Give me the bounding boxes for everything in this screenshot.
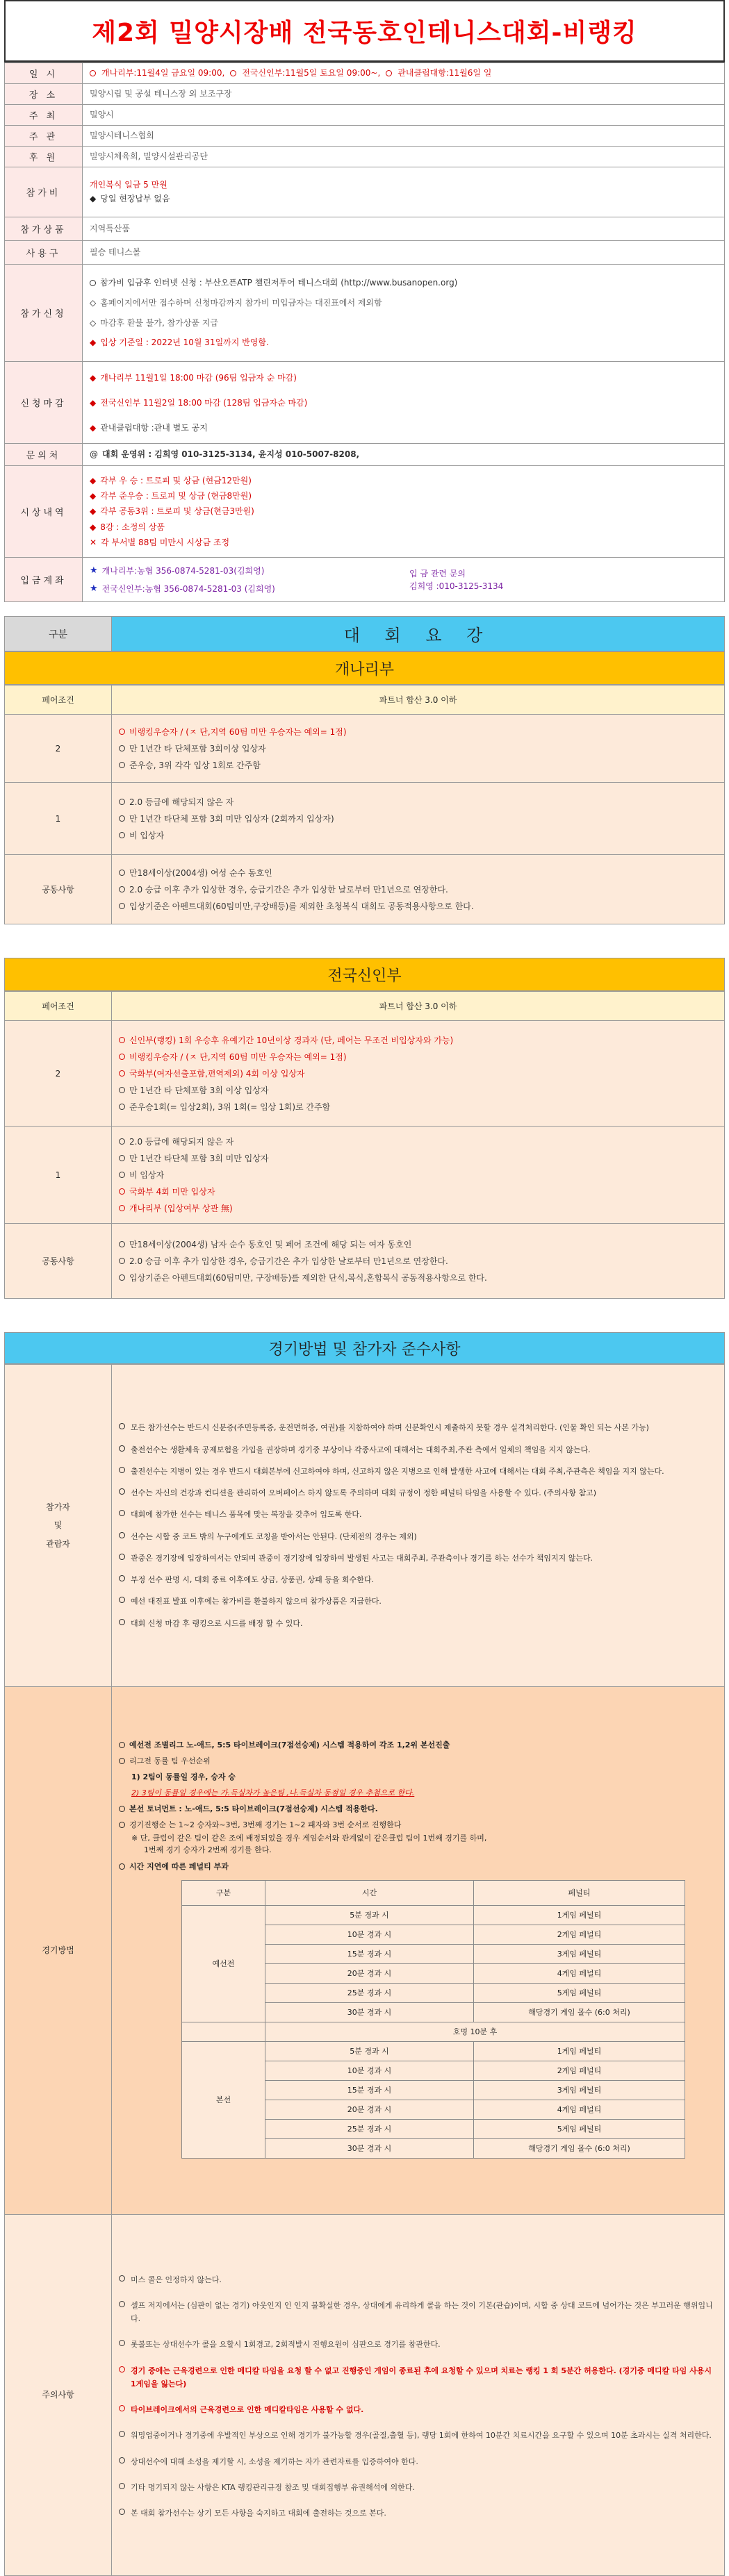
method-label: 경기방법 [5,1687,112,2215]
note-item: 롯볼또는 상대선수가 콜을 요할시 1회경고, 2회적발시 진행요원이 심판으로 경기를 참관한다. [131,2340,441,2350]
circle-icon [119,2275,125,2282]
row-account [5,558,725,602]
division2-condition: 만18세이상(2004생) 남자 순수 동호인 및 페어 조건에 해당 되는 여자 동호인 [129,1239,412,1249]
label-organizer: 주 관 [5,126,83,147]
division1-condition: 만 1년간 타 단체포함 3회이상 입상자 [129,743,266,754]
row-prize-item [5,217,725,241]
circle-icon [119,1758,125,1764]
notes-label: 주의사항 [5,2215,112,2576]
participant-rule: 관중은 경기장에 입장하여서는 안되며 관중이 경기장에 입장하여 발생된 사고는 대회주최, 주관측이나 경기를 하는 선수가 책임지지 않는다. [131,1553,593,1563]
label-ball: 사용구 [5,241,83,265]
label-date: 일 시 [5,63,83,84]
fee-line2: 당일 현장납부 없음 [100,193,170,203]
sponsor-text: 밀양시체육회, 밀양시설관리공단 [83,147,725,167]
circle-icon [119,1488,125,1495]
division2-condition: 개나리부 (입상여부 상관 無) [129,1203,233,1213]
note-item: 기타 명기되지 않는 사항은 KTA 랭킹관리규정 참조 및 대회집행부 유권해석에 의한다. [131,2482,415,2492]
ball-text: 필승 테니스볼 [83,241,725,265]
participant-rule: 선수는 시합 중 코트 밖의 누구에게도 코칭을 받아서는 안된다. (단체전의 경우는 제외) [131,1531,417,1541]
date-part2: 전국신인부:11월5일 토요일 09:00~, [242,67,381,78]
diamond-icon: ◆ [90,522,97,532]
division1-condition: 만 1년간 타단체 포함 3회 미만 입상자 (2회까지 입상자) [129,813,334,824]
penalty-value: 2게임 페널티 [474,2061,685,2081]
participants-label2: 및 [54,1520,63,1531]
circle-icon [119,1172,125,1178]
host-text: 밀양시 [83,105,725,126]
application-line3: 마감후 환불 불가, 참가상품 지급 [100,317,219,328]
participant-rule: 대회에 참가한 선수는 테니스 품목에 맞는 복장을 갖추어 입도록 한다. [131,1510,362,1520]
circle-icon [119,2405,125,2411]
diamond-icon: ◆ [90,397,97,408]
application-line4: 입상 기준일 : 2022년 10월 31일까지 반영함. [100,338,269,348]
division1-condition: 준우승, 3위 각각 입상 1회로 간주함 [129,760,261,770]
date-part3: 관내클럽대항:11월6일 일 [398,67,492,78]
account-line1: 개나리부:농협 356-0874-5281-03(김희영) [101,565,265,576]
division2-condition: 비 입상자 [129,1170,165,1180]
diamond-icon: ◆ [90,476,97,486]
diamond-icon: ◇ [90,317,97,328]
division2-condition: 국화부 4회 미만 입상자 [129,1186,215,1197]
circle-icon [119,903,125,909]
row-contact [5,444,725,466]
row-ball [5,241,725,265]
row-awards [5,466,725,558]
method-line9: 시간 지연에 따른 페널티 부과 [129,1862,229,1872]
penalty-value: 해당경기 게임 몰수 (6:0 처리) [474,2003,685,2022]
division1-row-label: 공동사항 [5,855,112,924]
division2-head-value: 파트너 합산 3.0 이하 [112,992,725,1021]
circle-icon [119,1742,125,1748]
division2-condition: 입상기준은 아펜트대회(60팀미만, 구장배등)를 제외한 단식,복식,혼합복식 공동적용사항으로 한다. [129,1272,487,1283]
circle-icon [119,1138,125,1145]
penalty-time: 25분 경과 시 [265,2120,474,2139]
method-line3: 1) 2팀이 동률일 경우, 승자 승 [131,1772,236,1781]
circle-icon [90,70,96,76]
participant-rule: 예선 대진표 발표 이후에는 참가비를 환불하지 않으며 참가상품은 지급한다. [131,1597,382,1606]
note-item: 타이브레이크에서의 근육경련으로 인한 메디칼타임은 사용할 수 없다. [131,2405,364,2415]
circle-icon [230,70,236,76]
penalty-value: 5게임 페널티 [474,2120,685,2139]
circle-icon [90,280,96,286]
row-organizer [5,126,725,147]
method-line7: ※ 단, 클럽이 같은 팀이 같은 조에 배정되었을 경우 게임순서와 관계없이 같은클럽 팀이 1번째 경기를 하며, [131,1834,487,1843]
penalty-break: 호명 10분 후 [265,2022,685,2042]
participant-rule: 출전선수는 생활체육 공제보험을 가입을 권장하며 경기중 부상이나 각종사고에 대해서는 대회주최,주관 측에서 일체의 책임을 지지 않는다. [131,1445,591,1454]
label-venue: 장 소 [5,84,83,105]
rules-title: 경기방법 및 참가자 준수사항 [4,1332,725,1364]
division1-row-label: 1 [5,783,112,855]
circle-icon [119,2457,125,2463]
application-line2: 홈페이지에서만 접수하며 신청마감까지 참가비 미입금자는 대진표에서 제외함 [100,297,382,308]
star-icon: ★ [90,565,98,576]
date-part1: 개나리부:11월4일 금요일 09:00, [101,67,225,78]
circle-icon [119,870,125,876]
circle-icon [119,1241,125,1247]
circle-icon [119,1554,125,1560]
diamond-icon: ◆ [90,506,97,517]
penalty-time: 20분 경과 시 [265,1964,474,1984]
circle-icon [119,1258,125,1264]
fee-line1: 개인복식 일금 5 만원 [90,179,167,190]
star-icon: ★ [90,583,98,594]
participant-rule: 출전선수는 지병이 있는 경우 반드시 대회본부에 신고하여야 하며, 신고하지 않은 지병으로 인해 발생한 사고에 대해서는 대회 주최,주관측은 책임을 지지 않는다. [131,1466,664,1476]
circle-icon [119,2301,125,2307]
circle-icon [119,1532,125,1538]
division2-row-label: 공동사항 [5,1224,112,1299]
penalty-header: 구분 [182,1881,265,1906]
division1-condition: 비 입상자 [129,830,165,840]
circle-icon [119,1863,125,1870]
division1-condition: 2.0 등급에 해당되지 않은 자 [129,797,234,807]
division2-condition: 신인부(랭킹) 1회 우승후 유예기간 10년이상 경과자 (단, 페어는 무조건 비입상자와 가능) [129,1035,454,1045]
note-item: 경기 중에는 근육경련으로 인한 메디칼 타임을 요청 할 수 없고 진행중인 게임이 종료된 후에 요청할 수 있으며 치료는 랭킹 1 회 5분간 허용한다. (경기중 메디칼 타임 사용시 1게임을 잃는다) [131,2366,712,2388]
participant-rule: 대회 신청 마감 후 랭킹으로 시드를 배정 할 수 있다. [131,1618,303,1628]
info-table [4,63,725,602]
division2-condition: 만 1년간 타단체 포함 3회 미만 입상자 [129,1153,269,1163]
row-sponsor [5,147,725,167]
method-line2: 리그전 동률 팀 우선순위 [129,1756,211,1765]
penalty-time: 30분 경과 시 [265,2139,474,2159]
division1-condition: 만18세이상(2004생) 여성 순수 동호인 [129,867,272,878]
division2-condition: 국화부(여자선출포함,편역제외) 4회 이상 입상자 [129,1068,305,1079]
row-host [5,105,725,126]
participant-rule: 부정 선수 판명 시, 대회 종료 이후에도 상금, 상품권, 상패 등을 회수한다. [131,1575,374,1584]
penalty-time: 10분 경과 시 [265,1925,474,1945]
circle-icon [119,729,125,735]
penalty-value: 2게임 페널티 [474,1925,685,1945]
division1-table [4,685,725,924]
circle-icon [119,1822,125,1828]
row-venue [5,84,725,105]
diamond-icon: ◆ [90,338,97,348]
cross-icon: ✕ [90,537,97,547]
row-application [5,265,725,362]
main-label: 본선 [182,2042,265,2159]
deadline-line3: 관내클럽대항 :관내 별도 공지 [100,422,208,433]
circle-icon [119,1087,125,1093]
circle-icon [119,1274,125,1281]
division2-condition: 비랭킹우승자 / (ㅈ 단,지역 60팀 미만 우승자는 예외= 1점) [129,1052,347,1062]
row-date [5,63,725,84]
application-line1: 참가비 입금후 인터넷 신청 : 부산오픈ATP 챌린저투어 테니스대회 (http://www.busanopen.org) [100,277,458,288]
circle-icon [119,832,125,838]
method-line5: 본선 토너먼트 : 노-애드, 5:5 타이브레이크(7점선승제) 시스템 적용한다. [129,1804,378,1814]
circle-icon [119,1445,125,1452]
circle-icon [119,1597,125,1603]
penalty-time: 25분 경과 시 [265,1984,474,2003]
division1-title: 개나리부 [4,651,725,685]
note-item: 본 대회 참가선수는 상기 모든 사항을 숙지하고 대회에 출전하는 것으로 본다. [131,2509,386,2518]
circle-icon [119,1188,125,1195]
label-awards: 시상내역 [5,466,83,558]
penalty-time: 5분 경과 시 [265,1906,474,1925]
division1-head-label: 페어조건 [5,685,112,715]
method-line1: 예선전 조별리그 노-애드, 5:5 타이브레이크(7점선승제) 시스템 적용하여 각조 1,2위 본선진출 [129,1740,450,1750]
diamond-icon: ◇ [90,297,97,308]
division1-condition: 2.0 승급 이후 추가 입상한 경우, 승급기간은 추가 입상한 날로부터 만1년으로 연장한다. [129,884,448,895]
division2-title: 전국신인부 [4,958,725,991]
penalty-time: 20분 경과 시 [265,2100,474,2120]
division2-row-label: 1 [5,1127,112,1224]
circle-icon [119,1104,125,1110]
prelim-label: 예선전 [182,1906,265,2022]
note-item: 미스 콜은 인정하지 않는다. [131,2275,222,2284]
awards-line4: 8강 : 소정의 상품 [100,522,165,532]
label-prize-item: 참가상품 [5,217,83,241]
division2-condition: 2.0 등급에 해당되지 않은 자 [129,1136,234,1147]
penalty-value: 4게임 페널티 [474,1964,685,1984]
circle-icon [119,2366,125,2373]
circle-icon [119,1155,125,1161]
note-item: 상대선수에 대해 소성을 제기할 시, 소성을 제기하는 자가 관련자료를 입증하여야 한다. [131,2457,418,2466]
penalty-value: 해당경기 게임 몰수 (6:0 처리) [474,2139,685,2159]
circle-icon [119,1575,125,1581]
account-line2: 전국신인부:농협 356-0874-5281-03 (김희영) [101,583,275,594]
circle-icon [119,1070,125,1077]
division1-row-label: 2 [5,715,112,783]
penalty-time: 15분 경과 시 [265,1945,474,1964]
label-fee: 참가비 [5,167,83,217]
prize-item-text: 지역특산품 [83,217,725,241]
division2-row-label: 2 [5,1021,112,1127]
division2-table [4,991,725,1299]
penalty-table [181,1880,685,2159]
circle-icon [119,886,125,892]
awards-line2: 각부 준우승 : 트로피 및 상금 (현금8만원) [100,491,252,501]
organizer-text: 밀양시테니스협회 [83,126,725,147]
circle-icon [119,1054,125,1060]
circle-icon [119,1619,125,1625]
penalty-value: 1게임 페널티 [474,1906,685,1925]
circle-icon [119,815,125,822]
participants-label3: 관람자 [46,1538,70,1549]
circle-icon [119,1806,125,1812]
guide-label: 구분 [5,617,112,651]
deadline-line1: 개나리부 11월1일 18:00 마감 (96팀 입금자 순 마감) [100,372,297,383]
label-host: 주 최 [5,105,83,126]
penalty-value: 4게임 페널티 [474,2100,685,2120]
circle-icon [119,2483,125,2489]
circle-icon [119,1467,125,1473]
at-icon: @ [90,449,98,459]
circle-icon [119,762,125,768]
note-item: 워밍업중이거나 경기중에 우발적인 부상으로 인해 경기가 불가능할 경우(골절,출혈 등), 랭당 1회에 한하여 10분간 치료시간을 요구할 수 있으며 10분 초과시는 실격 처리한다. [131,2431,712,2441]
division2-condition: 준우승1회(= 입상2회), 3위 1회(= 입상 1회)로 간주함 [129,1102,331,1112]
diamond-icon: ◆ [90,193,97,203]
circle-icon [119,1205,125,1211]
venue-text: 밀양시립 및 공설 테니스장 외 보조구장 [83,84,725,105]
circle-icon [119,2340,125,2346]
diamond-icon: ◆ [90,372,97,383]
label-sponsor: 후 원 [5,147,83,167]
note-item: 셀프 저지에서는 (심판이 없는 경기) 아웃인지 인 인지 불확실한 경우, 상대에게 유리하게 콜을 하는 것이 기본(관습)이며, 시합 중 상대 코트에 넘어가는 것은 부끄러운 행위입니다. [131,2300,713,2324]
awards-line5: 각 부서별 88팀 미만시 시상금 조정 [101,537,230,547]
diamond-icon: ◆ [90,422,97,433]
method-line4: 2) 3팀이 동률일 경우에는 가.득실차가 높은팀 ,나.득실차 동점일 경우 추첨으로 한다. [131,1788,415,1797]
circle-icon [119,799,125,805]
penalty-header: 페널티 [474,1881,685,1906]
circle-icon [119,1037,125,1043]
label-contact: 문의처 [5,444,83,466]
penalty-header: 시간 [265,1881,474,1906]
penalty-time: 30분 경과 시 [265,2003,474,2022]
penalty-time: 5분 경과 시 [265,2042,474,2061]
account-side2: 김희영 :010-3125-3134 [409,581,504,591]
circle-icon [119,1510,125,1516]
circle-icon [119,1423,125,1429]
circle-icon [119,2431,125,2437]
label-account: 입금계좌 [5,558,83,602]
penalty-value: 1게임 페널티 [474,2042,685,2061]
awards-line1: 각부 우 승 : 트로피 및 상금 (현금12만원) [100,476,252,486]
participants-label1: 참가자 [46,1502,70,1512]
account-side1: 입 금 관련 문의 [409,568,466,579]
penalty-value: 3게임 페널티 [474,1945,685,1964]
diamond-icon: ◆ [90,491,97,501]
page-title: 제2회 밀양시장배 전국동호인테니스대회-비랭킹 [4,0,725,63]
division2-condition: 만 1년간 타 단체포함 3회 이상 입상자 [129,1085,269,1095]
deadline-line2: 전국신인부 11월2일 18:00 마감 (128팀 입금자순 마감) [100,397,308,408]
participant-rule: 모든 참가선수는 반드시 신분증(주민등록증, 운전면허증, 여권)를 지참하여야 하며 신분확인시 제출하지 못할 경우 실격처리한다. (인물 확인 되는 사본 가능) [131,1423,649,1433]
row-deadline [5,362,725,444]
penalty-value: 5게임 페널티 [474,1984,685,2003]
awards-line3: 각부 공동3위 : 트로피 및 상금(현금3만원) [100,506,254,517]
penalty-time: 10분 경과 시 [265,2061,474,2081]
division1-condition: 비랭킹우승자 / (ㅈ 단,지역 60팀 미만 우승자는 예외= 1점) [129,726,347,737]
penalty-time: 15분 경과 시 [265,2081,474,2100]
circle-icon [119,745,125,751]
division2-condition: 2.0 승급 이후 추가 입상한 경우, 승급기간은 추가 입상한 날로부터 만1년으로 연장한다. [129,1256,448,1266]
division2-head-label: 페어조건 [5,992,112,1021]
method-line6: 경기진행순 는 1~2 승자와~3번, 3번째 경기는 1~2 패자와 3번 순서로 진행한다 [129,1820,402,1830]
label-deadline: 신청마감 [5,362,83,444]
circle-icon [386,70,392,76]
participant-rule: 선수는 자신의 건강과 컨디션을 관리하여 오버페이스 하지 않도록 주의하며 대회 규정이 정한 페널티 타임을 사용할 수 있다. (주의사항 참고) [131,1488,597,1497]
circle-icon [119,2509,125,2515]
guide-title: 대 회 요 강 [112,617,725,651]
rules-table [4,1364,725,2576]
division1-condition: 입상기준은 아펜트대회(60팀미만,구장배등)를 제외한 초청복식 대회도 공동적용사항으로 한다. [129,901,474,911]
contact-text: 대회 운영위 : 김희영 010-3125-3134, 윤지성 010-5007-8208, [102,449,360,459]
division1-head-value: 파트너 합산 3.0 이하 [112,685,725,715]
row-fee [5,167,725,217]
guide-header [4,616,725,651]
label-application: 참가신청 [5,265,83,362]
method-line8: 1번째 경기 승자가 2번째 경기를 한다. [144,1845,272,1854]
penalty-value: 3게임 페널티 [474,2081,685,2100]
